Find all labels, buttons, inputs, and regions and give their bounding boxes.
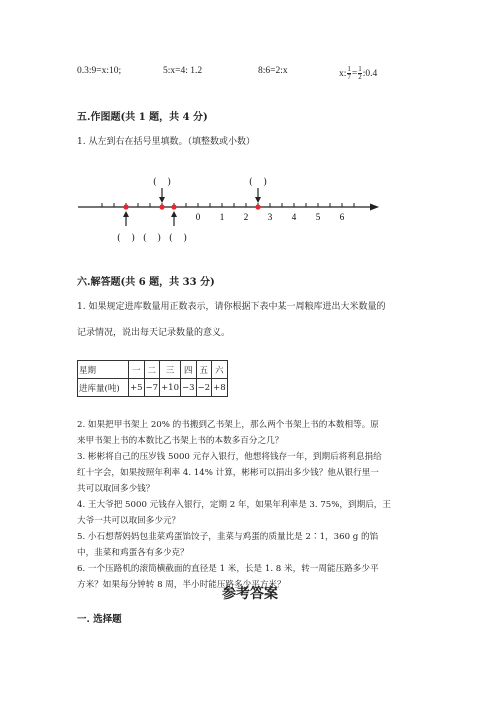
- arrow-down-icon: [255, 188, 261, 203]
- tick-label-4: 4: [291, 212, 297, 222]
- number-line-figure: [76, 170, 386, 250]
- table-cell: 五: [196, 361, 212, 379]
- equation-4: [339, 66, 377, 81]
- answer-blank-bottom-2: ( ): [143, 232, 161, 242]
- fraction-one-seventh: [347, 66, 351, 81]
- arrow-up-icon: [171, 211, 177, 226]
- table-cell: −7: [144, 379, 160, 397]
- tick-label-2: 2: [243, 212, 249, 222]
- answer-blank-bottom-1: ( ): [117, 232, 135, 242]
- equation-4-part-a: x:: [339, 68, 347, 79]
- table-cell: +10: [160, 379, 181, 397]
- equation-3: 8:6=2:x: [258, 66, 288, 76]
- tick-label-3: 3: [267, 212, 273, 222]
- question-2-line-1: 2. 如果把甲书架上 20% 的书搬到乙书架上，那么两个书架上书的本数相等。原: [77, 420, 379, 430]
- question-4-line-2: 大爷一共可以取回多少元？: [77, 516, 181, 526]
- fraction-2-denominator: 2: [358, 73, 362, 81]
- question-4-line-1: 4. 王大爷把 5000 元钱存入银行，定期 2 年，如果年利率是 3. 75%，到期后，王: [77, 500, 391, 510]
- table-cell: 二: [144, 361, 160, 379]
- number-line-ticks: [102, 203, 354, 207]
- question-6-line-1: 6. 一个压路机的滚筒横截面的直径是 1 米，长是 1. 8 米，转一周能压路多少平: [77, 564, 379, 574]
- question-1-line-2: 记录情况，说出每天记录数量的意义。: [77, 328, 231, 338]
- table-cell: 三: [160, 361, 181, 379]
- tick-label-5: 5: [315, 212, 321, 222]
- question-5-line-2: 中，韭菜和鸡蛋各有多少克？: [77, 548, 189, 558]
- table-cell: 进库量(吨): [78, 379, 129, 397]
- equation-1: 0.3:9=x:10;: [77, 66, 122, 76]
- tick-label-1: 1: [219, 212, 225, 222]
- answer-blank-top-1: ( ): [153, 176, 171, 186]
- question-2-line-2: 来甲书架上书的本数比乙书架上书的本数多百分之几？: [77, 436, 284, 446]
- arrow-down-icon: [159, 188, 165, 203]
- answer-blank-bottom-3: ( ): [169, 232, 187, 242]
- equation-2: 5:x=4: 1.2: [163, 66, 203, 76]
- tick-label-6: 6: [339, 212, 345, 222]
- fraction-1-denominator: 7: [347, 73, 351, 81]
- question-5-line-1: 5. 小石想帮妈妈包韭菜鸡蛋馅饺子，韭菜与鸡蛋的质量比是 2∶1，360 g 的馅: [77, 532, 379, 542]
- grain-record-table: [77, 360, 228, 397]
- section-5-question-1: 1. 从左到右在括号里填数。（填整数或小数）: [77, 137, 255, 147]
- section-6-heading: 六.解答题(共 6 题，共 33 分): [77, 277, 215, 288]
- answers-title: 参考答案: [222, 586, 278, 602]
- question-3-line-1: 3. 彬彬将自己的压岁钱 5000 元存入银行，他想将钱存一年，到期后将利息捐给: [77, 452, 382, 462]
- point-c-dot: [171, 204, 176, 209]
- table-cell: +8: [212, 379, 228, 397]
- answer-blank-top-2: ( ): [249, 176, 267, 186]
- equation-4-part-b: :0.4: [362, 68, 378, 79]
- answers-subheading: 一. 选择题: [77, 614, 122, 625]
- question-3-line-3: 共可以取回多少钱？: [77, 484, 155, 494]
- point-a-dot: [123, 204, 128, 209]
- table-cell: +5: [129, 379, 145, 397]
- arrow-up-icon: [123, 211, 129, 226]
- table-cell: 星期: [78, 361, 129, 379]
- fraction-1-numerator: 1: [347, 65, 351, 73]
- question-1-line-1: 1. 如果规定进库数量用正数表示，请你根据下表中某一周粮库进出大米数量的: [77, 302, 386, 312]
- table-cell: 六: [212, 361, 228, 379]
- question-6-line-2: 方米？如果每分钟转 8 周，半小时能压路多少平方米？: [77, 580, 286, 590]
- section-5-heading: 五.作图题(共 1 题，共 4 分): [77, 112, 208, 123]
- table-cell: 一: [129, 361, 145, 379]
- equation-4-equals: =: [351, 68, 358, 79]
- table-row: [78, 379, 228, 397]
- point-d-dot: [255, 204, 260, 209]
- fraction-one-half: [358, 66, 362, 81]
- table-cell: −2: [196, 379, 212, 397]
- table-header-row: [78, 361, 228, 379]
- fraction-2-numerator: 1: [358, 65, 362, 73]
- tick-label-0: 0: [195, 212, 201, 222]
- table-cell: 四: [181, 361, 197, 379]
- question-3-line-2: 红十字会，如果按照年利率 4. 14% 计算，彬彬可以捐出多少钱？他从银行里一: [77, 468, 379, 478]
- table-cell: −3: [181, 379, 197, 397]
- point-b-dot: [159, 204, 164, 209]
- number-line-arrow-icon: [370, 204, 379, 211]
